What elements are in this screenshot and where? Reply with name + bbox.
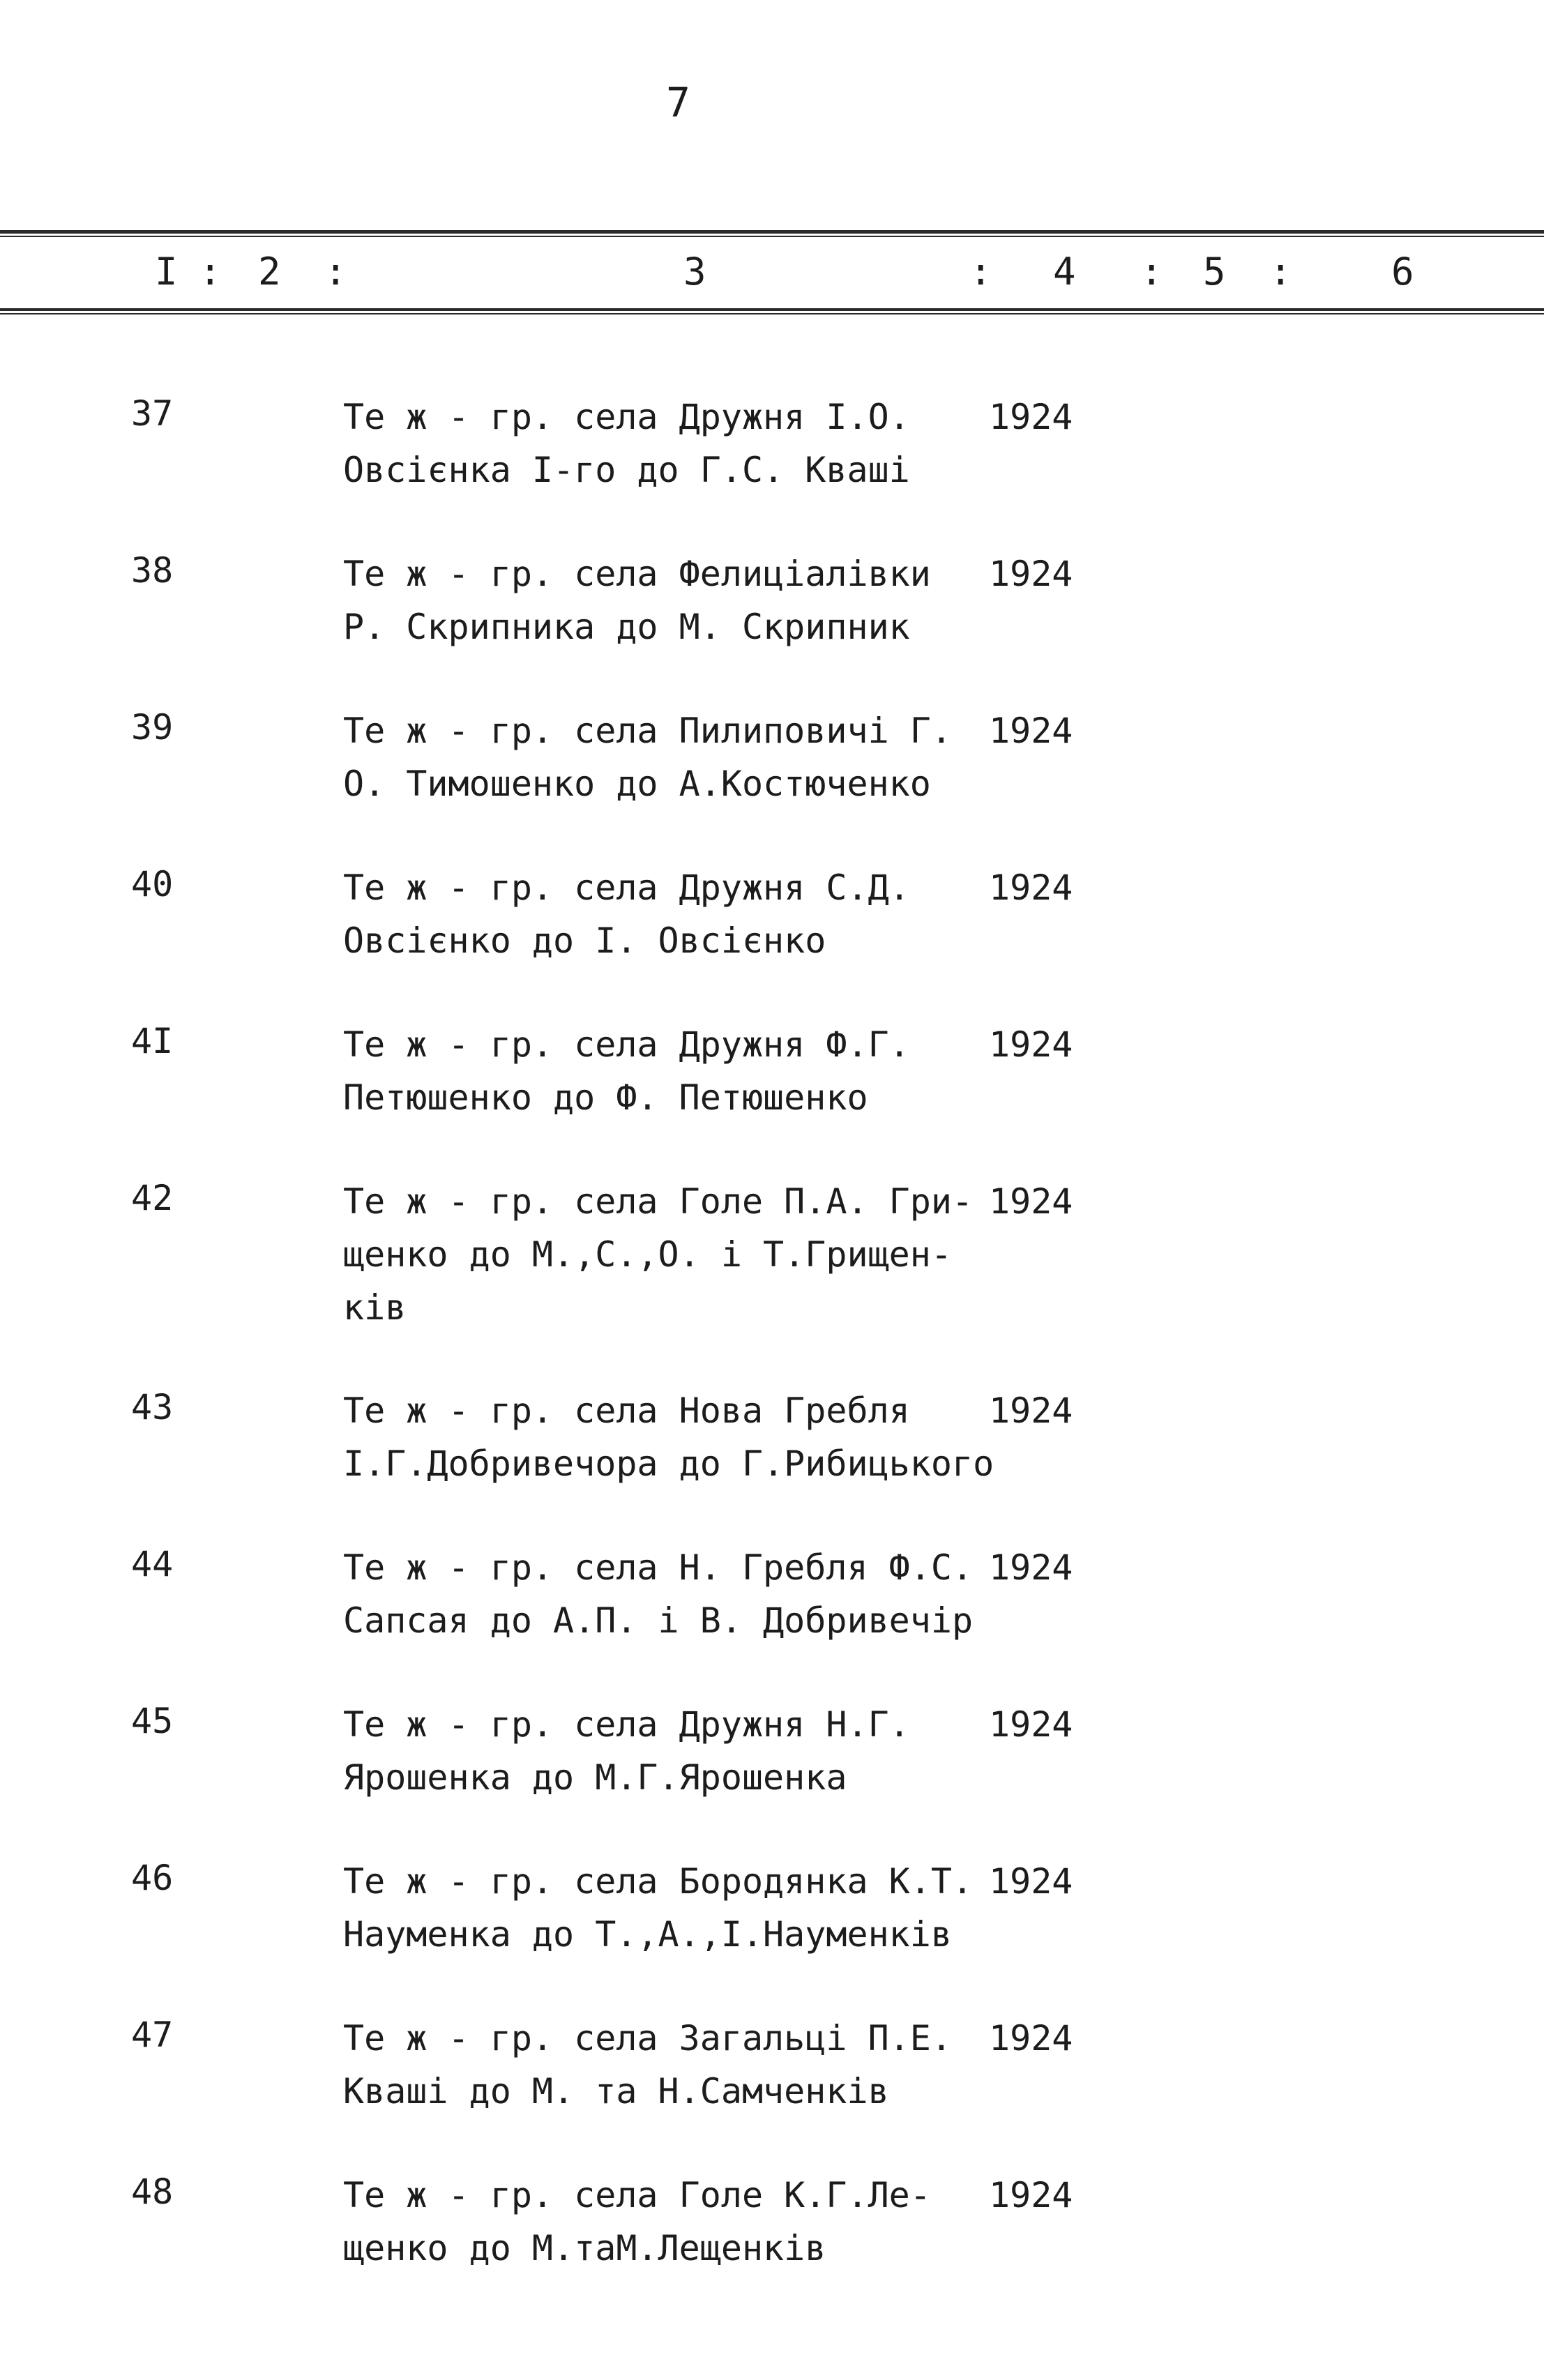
entry-line: Ярошенка до М.Г.Ярошенка	[343, 1757, 847, 1798]
entry-year: 1924	[989, 1704, 1073, 1745]
col-separator: :	[324, 250, 347, 294]
entry-number: 46	[131, 1858, 174, 1898]
entry-number: 43	[131, 1387, 174, 1427]
entry-description	[343, 1018, 910, 1124]
entry-year: 1924	[989, 397, 1073, 437]
entry-description	[343, 2012, 952, 2118]
entry-line: І.Г.Добривечора до Г.Рибицького	[343, 1443, 994, 1484]
table-row	[0, 1841, 1544, 1998]
entry-description	[343, 391, 910, 497]
entry-line: Кваші до М. та Н.Самченків	[343, 2071, 889, 2112]
table-row	[0, 533, 1544, 690]
entry-line: О. Тимошенко до А.Костюченко	[343, 764, 931, 804]
col-separator: :	[199, 250, 222, 294]
entry-line: Те ж - гр. села Нова Гребля	[343, 1390, 910, 1431]
table-row	[0, 1370, 1544, 1527]
entry-year: 1924	[989, 1390, 1073, 1431]
table-top-rule	[0, 230, 1544, 234]
entry-line: Те ж - гр. села Дружня С.Д.	[343, 867, 910, 908]
entry-year: 1924	[989, 711, 1073, 751]
col-header-1: I	[155, 250, 178, 294]
entry-line: щенко до М.,С.,О. і Т.Грищен-	[343, 1234, 952, 1275]
entry-line: Те ж - гр. села Пилиповичі Г.	[343, 711, 952, 751]
table-row	[0, 377, 1544, 533]
entry-line: Р. Скрипника до М. Скрипник	[343, 607, 910, 647]
page-number: 7	[666, 79, 690, 126]
entry-line: Те ж - гр. села Голе П.А. Гри-	[343, 1181, 974, 1222]
table-row	[0, 1161, 1544, 1370]
entry-line: Овсієнка І-го до Г.С. Кваші	[343, 450, 910, 490]
entry-number: 47	[131, 2015, 174, 2055]
entry-description	[343, 1384, 994, 1490]
entry-description	[343, 2169, 931, 2275]
table-top-rule-secondary	[0, 236, 1544, 237]
entry-number: 39	[131, 707, 174, 748]
table-row	[0, 847, 1544, 1004]
entry-year: 1924	[989, 1181, 1073, 1222]
col-separator: :	[969, 250, 992, 294]
entries-list	[0, 377, 1544, 2312]
entry-line: Те ж - гр. села Голе К.Г.Ле-	[343, 2175, 931, 2215]
entry-line: Те ж - гр. села Загальці П.Е.	[343, 2018, 952, 2059]
entry-year: 1924	[989, 867, 1073, 908]
entry-description	[343, 1698, 910, 1804]
entry-number: 42	[131, 1178, 174, 1218]
entry-number: 37	[131, 393, 174, 434]
entry-line: щенко до М.таМ.Лещенків	[343, 2228, 826, 2268]
col-header-3: 3	[683, 250, 706, 294]
entry-number: 44	[131, 1544, 174, 1584]
entry-line: Петюшенко до Ф. Петюшенко	[343, 1077, 868, 1118]
entry-description	[343, 1855, 973, 1961]
entry-year: 1924	[989, 1024, 1073, 1065]
entry-line: Те ж - гр. села Бородянка К.Т.	[343, 1861, 974, 1902]
col-header-5: 5	[1203, 250, 1226, 294]
entry-line: Те ж - гр. села Н. Гребля Ф.С.	[343, 1547, 974, 1588]
entry-number: 40	[131, 864, 174, 904]
entry-line: Те ж - гр. села Дружня Ф.Г.	[343, 1024, 910, 1065]
entry-line: Овсієнко до І. Овсієнко	[343, 920, 826, 961]
entry-number: 4I	[131, 1021, 174, 1061]
entry-line: Те ж - гр. села Фелиціалівки	[343, 554, 931, 594]
table-row	[0, 1004, 1544, 1161]
entry-description	[343, 704, 952, 810]
entry-year: 1924	[989, 1547, 1073, 1588]
entry-description	[343, 1541, 973, 1647]
entry-year: 1924	[989, 1861, 1073, 1902]
table-row	[0, 1998, 1544, 2155]
table-row	[0, 690, 1544, 847]
entry-year: 1924	[989, 554, 1073, 594]
table-header-bottom-rule	[0, 308, 1544, 311]
entry-description	[343, 861, 910, 967]
entry-line: Те ж - гр. села Дружня І.О.	[343, 397, 910, 437]
entry-description	[343, 547, 931, 653]
entry-number: 38	[131, 550, 174, 591]
entry-number: 45	[131, 1701, 174, 1741]
col-header-6: 6	[1391, 250, 1414, 294]
table-row	[0, 1684, 1544, 1841]
entry-description	[343, 1175, 973, 1334]
entry-year: 1924	[989, 2175, 1073, 2215]
entry-line: ків	[343, 1287, 407, 1328]
entry-line: Науменка до Т.,А.,І.Науменків	[343, 1914, 952, 1955]
col-separator: :	[1140, 250, 1163, 294]
entry-number: 48	[131, 2171, 174, 2212]
col-header-4: 4	[1053, 250, 1076, 294]
table-header-bottom-rule-secondary	[0, 313, 1544, 314]
table-row	[0, 1527, 1544, 1684]
entry-line: Сапсая до А.П. і В. Добривечір	[343, 1600, 974, 1641]
entry-year: 1924	[989, 2018, 1073, 2059]
col-separator: :	[1269, 250, 1292, 294]
entry-line: Те ж - гр. села Дружня Н.Г.	[343, 1704, 910, 1745]
col-header-2: 2	[258, 250, 281, 294]
table-row	[0, 2155, 1544, 2312]
